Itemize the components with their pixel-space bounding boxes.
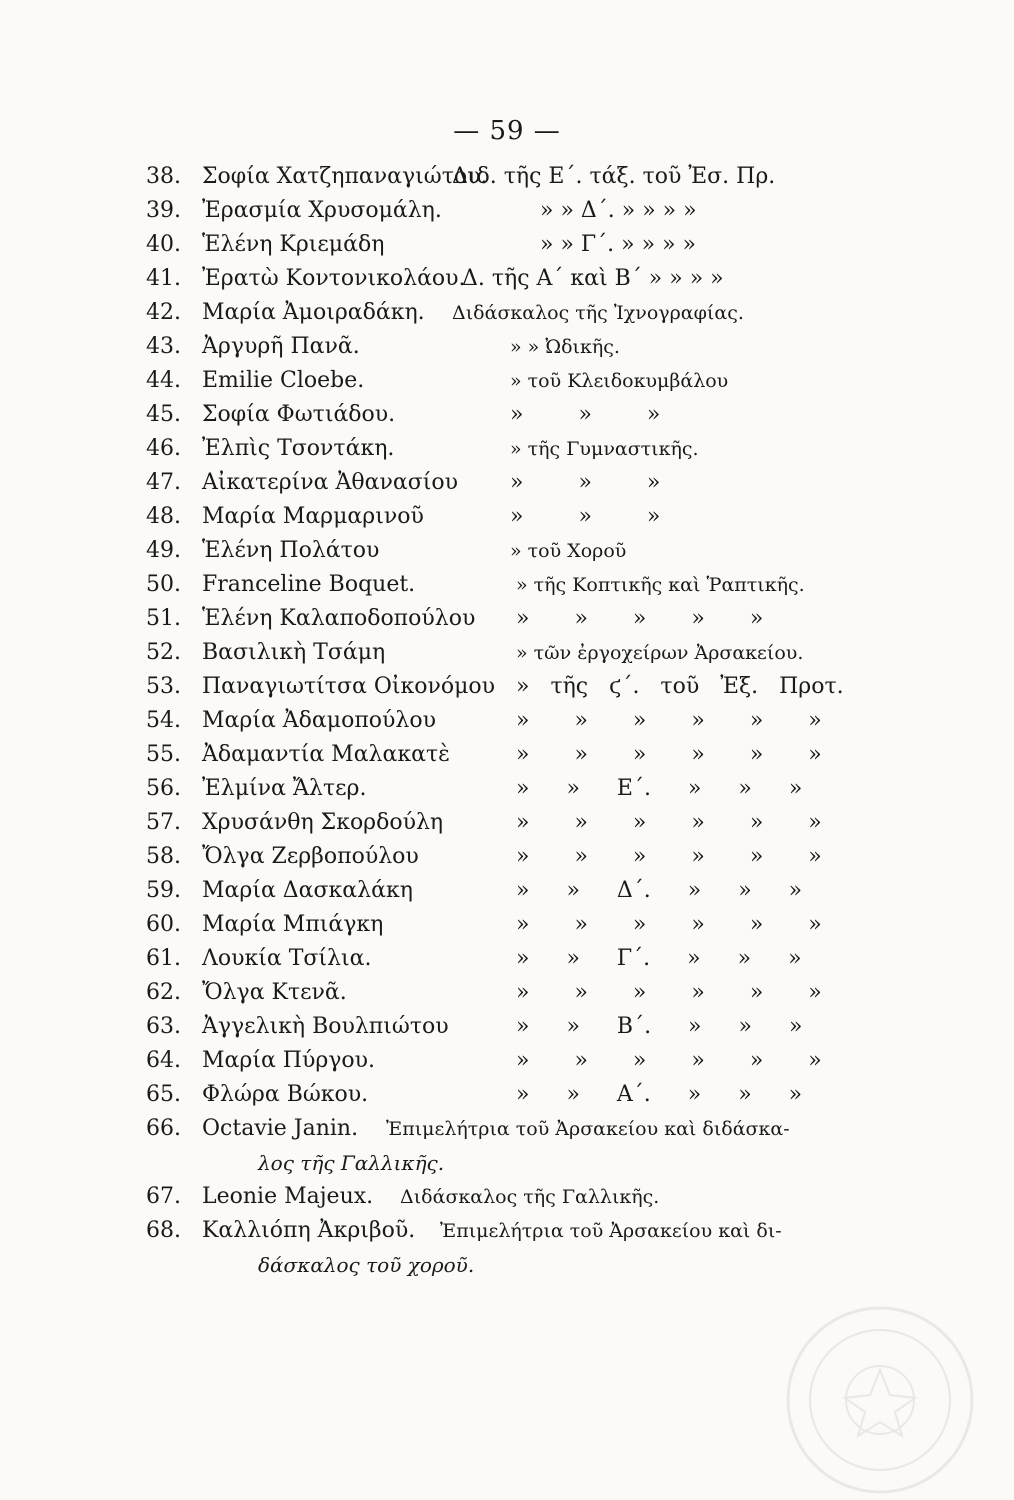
list-item [0,942,1014,976]
entry-role: Ἐπιμελήτρια τοῦ Ἀρσακείου καὶ δι- [440,1220,782,1242]
list-item [0,466,1014,500]
entry-number: 39. [146,198,181,223]
list-item [0,1010,1014,1044]
list-item [0,194,1014,228]
entry-role: » » » » » » [516,1048,822,1073]
entry-number: 61. [146,946,181,971]
entry-role: » τῆς ϛ΄. τοῦ Ἐξ. Προτ. [516,674,844,699]
entry-role: » τῶν ἐργοχείρων Ἀρσακείου. [516,642,804,664]
entry-role: » » » [510,504,661,529]
entry-name: Παναγιωτίτσα Οἰκονόμου [202,674,496,699]
entry-name: Καλλιόπη Ἀκριβοῦ. [202,1218,416,1243]
list-item [0,398,1014,432]
list-item [0,228,1014,262]
entry-number: 51. [146,606,181,631]
list-item [0,908,1014,942]
list-item [0,500,1014,534]
list-item [0,602,1014,636]
entry-role: » τοῦ Κλειδοκυμβάλου [510,370,729,392]
entry-number: 50. [146,572,181,597]
entry-name: Σοφία Φωτιάδου. [202,402,396,427]
entry-number: 44. [146,368,181,393]
list-item [0,1078,1014,1112]
entry-number: 54. [146,708,181,733]
list-item [0,432,1014,466]
list-item [0,1180,1014,1214]
entry-role: » » » » » » [516,742,822,767]
entry-name: Ἀδαμαντία Μαλακατὲ [202,742,450,767]
entry-number: 45. [146,402,181,427]
entry-number: 55. [146,742,181,767]
entry-number: 52. [146,640,181,665]
entry-name: Leonie Majeux. [202,1184,374,1209]
entry-name: Ἑλένη Πολάτου [202,538,380,563]
list-item [0,262,1014,296]
entry-name: Αἰκατερίνα Ἀθανασίου [202,470,458,495]
entry-number: 53. [146,674,181,699]
entry-role: » » Ε΄. » » » [516,776,803,801]
list-item [0,636,1014,670]
entry-role: » » Δ΄. » » » » [540,198,697,223]
entry-role: » » » » » » [516,708,822,733]
entry-number: 66. [146,1116,181,1141]
entry-name: Μαρία Ἀδαμοπούλου [202,708,436,733]
entry-number: 47. [146,470,181,495]
entry-name: Emilie Cloebe. [202,368,365,393]
entry-continuation: λος τῆς Γαλλικῆς. [258,1151,445,1175]
entry-number: 62. [146,980,181,1005]
entry-name: Ἑλένη Κριεμάδη [202,232,385,257]
entry-name: Ὄλγα Ζερβοπούλου [202,844,419,869]
library-seal-icon [780,1300,980,1500]
entry-number: 43. [146,334,181,359]
entry-number: 38. [146,164,181,189]
list-item [0,534,1014,568]
entry-role: Δ. τῆς Α΄ καὶ Β΄ » » » » [462,266,724,291]
entry-number: 56. [146,776,181,801]
entry-role: » » Ὠδικῆς. [510,336,620,358]
entry-name: Σοφία Χατζηπαναγιώτου. [202,164,488,189]
list-item [0,976,1014,1010]
entry-role: » » » » » » [516,844,822,869]
entry-number: 60. [146,912,181,937]
entry-number: 48. [146,504,181,529]
list-item [0,1112,1014,1146]
entry-role: » » » [510,470,661,495]
entry-name: Φλώρα Βώκου. [202,1082,369,1107]
entry-number: 67. [146,1184,181,1209]
entry-role: » » Α΄. » » » [516,1082,803,1107]
entry-role: » » Δ΄. » » » [516,878,803,903]
entry-name: Μαρία Ἀμοιραδάκη. [202,300,425,325]
entry-name: Ἐλπὶς Τσοντάκη. [202,436,395,461]
list-item [0,874,1014,908]
entry-name: Ἀργυρῆ Πανᾶ. [202,334,360,359]
list-item [0,160,1014,194]
entry-role: » » » » » » [516,810,822,835]
entry-name: Μαρία Πύργου. [202,1048,376,1073]
entry-name: Μαρία Δασκαλάκη [202,878,413,903]
entry-number: 65. [146,1082,181,1107]
entry-role: Διδάσκαλος τῆς Γαλλικῆς. [400,1186,660,1208]
entry-name: Βασιλικὴ Τσάμη [202,640,386,665]
entry-name: Λουκία Τσίλια. [202,946,372,971]
entry-number: 59. [146,878,181,903]
entry-role: » » Γ΄. » » » [516,946,802,971]
entry-number: 41. [146,266,181,291]
list-item [0,670,1014,704]
entry-role: » » » » » » [516,912,822,937]
entry-number: 40. [146,232,181,257]
entry-role: Διδ. τῆς Ε΄. τάξ. τοῦ Ἐσ. Πρ. [452,164,776,189]
list-item [0,1214,1014,1248]
list-item [0,1044,1014,1078]
entry-role: » τῆς Κοπτικῆς καὶ Ῥαπτικῆς. [516,574,805,596]
entry-role: » » » » » [516,606,764,631]
entry-number: 42. [146,300,181,325]
entry-name: Ἐρατὼ Κοντονικολάου. [202,266,466,291]
entry-role: Ἐπιμελήτρια τοῦ Ἀρσακείου καὶ διδάσκα- [386,1118,790,1140]
entry-name: Ἀγγελικὴ Βουλπιώτου [202,1014,449,1039]
entry-number: 64. [146,1048,181,1073]
entry-name: Χρυσάνθη Σκορδούλη [202,810,444,835]
entry-number: 68. [146,1218,181,1243]
entry-name: Μαρία Μπιάγκη [202,912,384,937]
list-item [0,840,1014,874]
entry-role: » » Β΄. » » » [516,1014,803,1039]
entry-name: Franceline Boquet. [202,572,416,597]
entry-role: » » » [510,402,661,427]
entry-number: 57. [146,810,181,835]
entry-continuation: δάσκαλος τοῦ χοροῦ. [258,1253,475,1277]
list-item [0,704,1014,738]
entry-name: Ἐρασμία Χρυσομάλη. [202,198,442,223]
entry-role: » τοῦ Χοροῦ [510,540,627,562]
list-item [0,772,1014,806]
entry-role: Διδάσκαλος τῆς Ἰχνογραφίας. [452,302,744,324]
entry-name: Ἐλμίνα Ἄλτερ. [202,776,367,801]
entry-number: 49. [146,538,181,563]
list-item [0,806,1014,840]
entry-name: Μαρία Μαρμαρινοῦ [202,504,424,529]
list-item [0,364,1014,398]
entry-number: 58. [146,844,181,869]
entry-role: » » Γ΄. » » » » [540,232,696,257]
list-item [0,738,1014,772]
entry-number: 46. [146,436,181,461]
page-number: — 59 — [453,116,561,146]
list-item [0,330,1014,364]
entry-name: Octavie Janin. [202,1116,359,1141]
list-item [0,296,1014,330]
entry-number: 63. [146,1014,181,1039]
list-item [0,568,1014,602]
entry-role: » τῆς Γυμναστικῆς. [510,438,699,460]
entry-name: Ὄλγα Κτενᾶ. [202,980,347,1005]
entry-role: » » » » » » [516,980,822,1005]
entry-name: Ἑλένη Καλαποδοπούλου [202,606,476,631]
